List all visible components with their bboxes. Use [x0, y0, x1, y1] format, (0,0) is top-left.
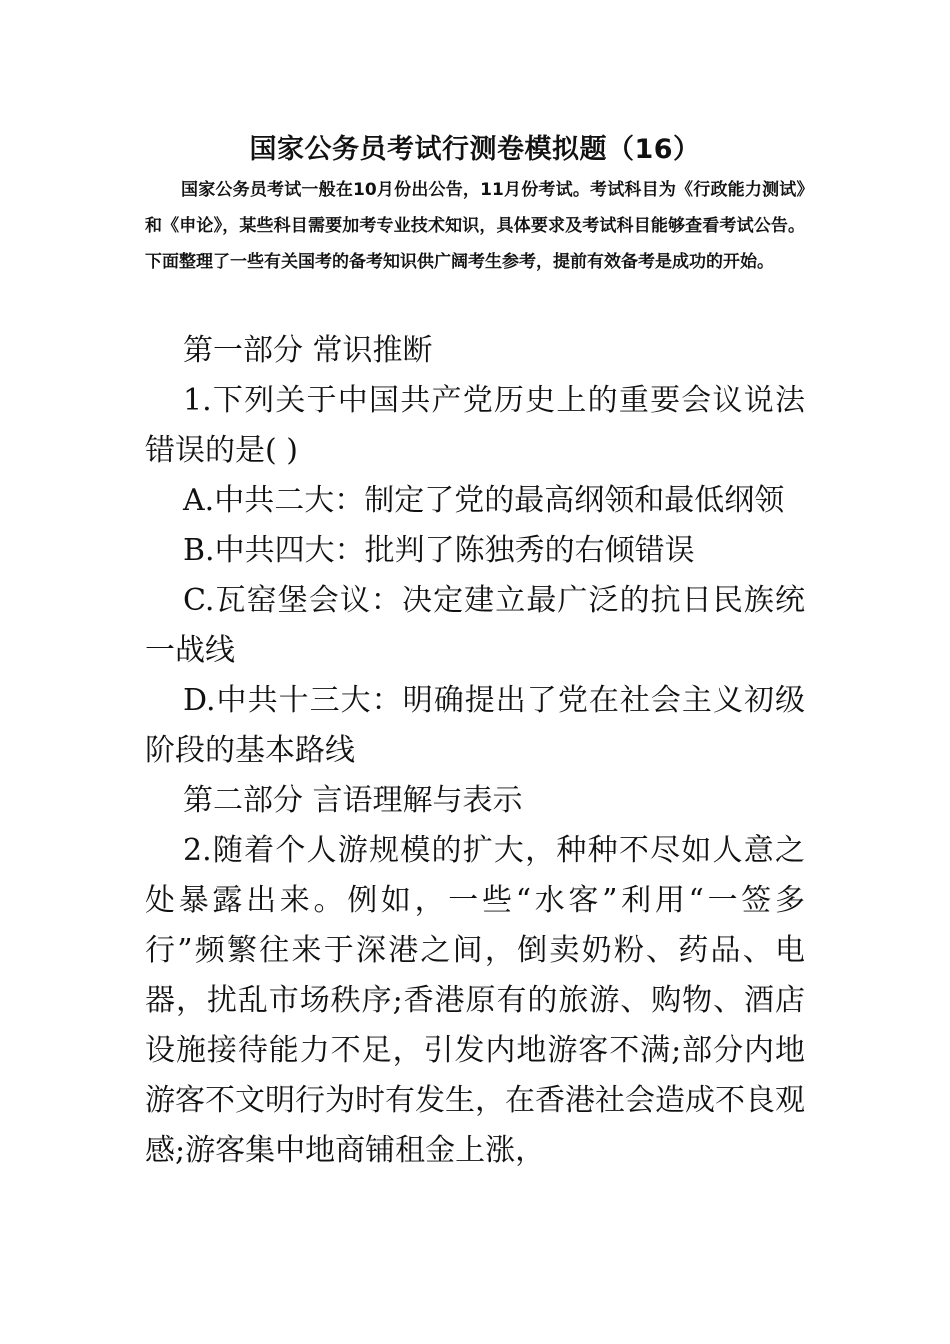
question-1-option-d: D.中共十三大：明确提出了党在社会主义初级阶段的基本路线	[145, 683, 805, 768]
intro-paragraph: 国家公务员考试一般在10月份出公告，11月份考试。考试科目为《行政能力测试》和《申论》，某些科目需要加考专业技术知识，具体要求及考试科目能够查看考试公告。下面整理了一些有关国考的备考知识供广阔考生参考，提前有效备考是成功的开始。	[145, 180, 805, 272]
section-heading-part1: 第一部分 常识推断	[183, 333, 433, 368]
document-body	[145, 326, 805, 1176]
question-1-option-c: C.瓦窑堡会议：决定建立最广泛的抗日民族统一战线	[145, 583, 805, 668]
question-1-stem: 1.下列关于中国共产党历史上的重要会议说法错误的是( )	[145, 383, 805, 468]
page-title: 国家公务员考试行测卷模拟题（16）	[249, 134, 701, 165]
question-2-stem: 2.随着个人游规模的扩大，种种不尽如人意之处暴露出来。例如，一些“水客”利用“一签多行”频繁往来于深港之间，倒卖奶粉、药品、电器，扰乱市场秩序;香港原有的旅游、购物、酒店设施接待能力不足，引发内地游客不满;部分内地游客不文明行为时有发生，在香港社会造成不良观感;游客集中地商铺租金上涨，	[145, 833, 805, 1168]
question-1-option-a: A.中共二大：制定了党的最高纲领和最低纲领	[183, 483, 785, 518]
question-1-option-b: B.中共四大：批判了陈独秀的右倾错误	[183, 533, 695, 568]
section-heading-part2: 第二部分 言语理解与表示	[183, 783, 523, 818]
